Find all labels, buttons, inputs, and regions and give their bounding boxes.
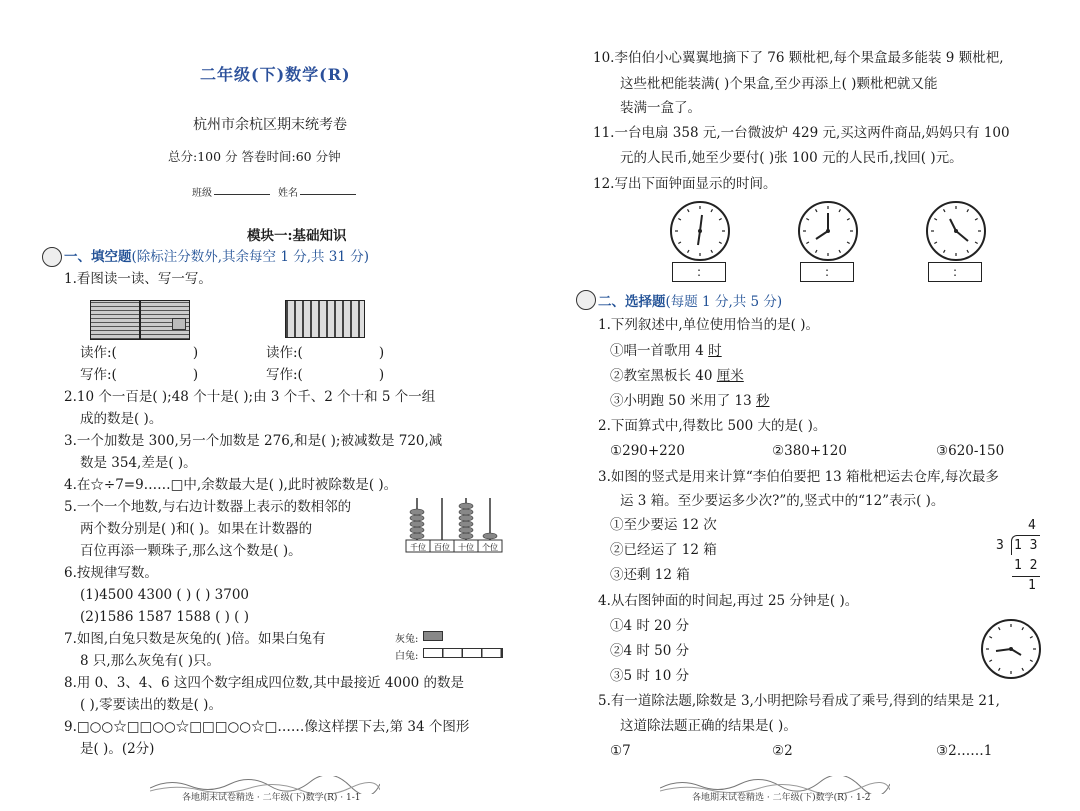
white-rabbit-label: 白兔:	[395, 651, 419, 662]
clock-tick	[806, 219, 809, 221]
long-division-image	[992, 518, 1042, 598]
clock-1-answer-box[interactable]: :	[672, 262, 726, 282]
division-dividend: 1 3	[1014, 538, 1038, 553]
question-2-line2: 成的数是( )。	[80, 411, 163, 427]
q1-write-2: 写作:( )	[266, 367, 385, 383]
clock-tick	[944, 250, 946, 253]
choice-4: 4.从右图钟面的时间起,再过 25 分钟是( )。	[598, 593, 859, 609]
clock-tick	[1022, 668, 1024, 671]
q1-write-1: 写作:( )	[80, 367, 199, 383]
clock-tick	[989, 637, 992, 639]
question-10-line1: 10.李伯伯小心翼翼地摘下了 76 颗枇杷,每个果盒最多能装 9 颗枇杷,	[593, 50, 1004, 66]
right-footer: 各地期末试卷精选 · 二年级(下)数学(R) · 1-2	[692, 793, 871, 803]
division-divisor: 3	[996, 538, 1004, 553]
section2-note: (每题 1 分,共 5 分)	[665, 294, 783, 310]
clock-tick	[1030, 660, 1033, 662]
section1-heading	[64, 245, 369, 265]
question-1: 1.看图读一读、写一写。	[64, 271, 212, 287]
division-remainder: 1	[1028, 578, 1036, 593]
clock-tick	[711, 250, 713, 253]
counter-label: 百位	[434, 543, 450, 552]
choice-5-line1: 5.有一道除法题,除数是 3,小明把除号看成了乘号,得到的结果是 21,	[598, 693, 1000, 709]
clock-tick	[719, 242, 722, 244]
question-8-line1: 8.用 0、3、4、6 这四个数字组成四位数,其中最接近 4000 的数是	[64, 675, 465, 691]
question-5-line1: 5.一个一个地数,与右边计数器上表示的数相邻的	[64, 499, 352, 515]
pencil-badge-icon	[42, 247, 62, 267]
division-rule	[1012, 576, 1040, 577]
choice-2-b: ②380+120	[772, 443, 847, 459]
clock-tick	[934, 242, 937, 244]
abacus-image	[285, 300, 365, 338]
question-10-line2: 这些枇杷能装满( )个果盒,至少再添上( )颗枇杷就又能	[620, 76, 938, 92]
name-label: 姓名	[278, 188, 298, 199]
paper-title: 二年级(下)数学(R)	[200, 65, 351, 84]
clock-tick	[847, 242, 850, 244]
choice-1-b: ②教室黑板长 40 厘米	[610, 368, 744, 384]
clock-tick	[711, 209, 713, 212]
choice-4-c: ③5 时 10 分	[610, 668, 690, 684]
question-12: 12.写出下面钟面显示的时间。	[593, 176, 777, 192]
question-7-line1: 7.如图,白兔只数是灰兔的( )倍。如果白兔有	[64, 631, 326, 647]
right-page	[540, 0, 1080, 811]
clock-tick	[934, 219, 937, 221]
choice-5-a: ①7	[610, 743, 631, 759]
counter-label: 千位	[410, 543, 426, 552]
clock-3-answer-box[interactable]: :	[928, 262, 982, 282]
unit-cubes-image	[172, 318, 186, 330]
clock-tick	[975, 242, 978, 244]
choice-4-b: ②4 时 50 分	[610, 643, 690, 659]
question-9-line1: 9.□○○☆□□○○☆□□□○○☆□……像这样摆下去,第 34 个图形	[64, 719, 470, 735]
clock-tick	[1022, 627, 1024, 630]
question-6-2: (2)1586 1587 1588 ( ) ( )	[80, 609, 250, 625]
paper-subtitle: 杭州市余杭区期末统考卷	[193, 117, 347, 133]
clock-tick	[999, 627, 1001, 630]
section1-title: 一、填空题	[64, 249, 132, 265]
clock-tick	[688, 209, 690, 212]
choice-5-b: ②2	[772, 743, 793, 759]
clock-tick	[1030, 637, 1033, 639]
division-quotient: 4	[1028, 518, 1036, 533]
clock-tick	[816, 250, 818, 253]
clock-3	[926, 201, 986, 261]
clock-tick	[944, 209, 946, 212]
choice-1: 1.下列叙述中,单位使用恰当的是( )。	[598, 317, 819, 333]
clock-tick	[806, 242, 809, 244]
counter-label: 个位	[482, 543, 498, 552]
question-3-line2: 数是 354,差是( )。	[80, 455, 197, 471]
clock-2-answer-box[interactable]: :	[800, 262, 854, 282]
clock-tick	[816, 209, 818, 212]
choice-4-a: ①4 时 20 分	[610, 618, 690, 634]
section2-heading	[598, 290, 782, 310]
choice-2-c: ③620-150	[936, 443, 1005, 459]
hundred-cubes-image	[90, 300, 140, 340]
choice-3-b: ②已经运了 12 箱	[610, 542, 717, 558]
clock-tick	[688, 250, 690, 253]
question-11-line2: 元的人民币,她至少要付( )张 100 元的人民币,找回( )元。	[620, 150, 963, 166]
choice-2-a: ①290+220	[610, 443, 685, 459]
choice-5-line2: 这道除法题正确的结果是( )。	[620, 718, 797, 734]
question-9-line2: 是( )。(2分)	[80, 741, 155, 757]
choice-3-c: ③还剩 12 箱	[610, 567, 690, 583]
choice-1-c: ③小明跑 50 米用了 13 秒	[610, 393, 770, 409]
gray-rabbit-bar	[423, 631, 443, 641]
question-11-line1: 11.一台电扇 358 元,一台微波炉 429 元,买这两件商品,妈妈只有 100	[593, 125, 1010, 141]
clock-tick	[678, 242, 681, 244]
clock-tick	[999, 668, 1001, 671]
question-6-1: (1)4500 4300 ( ) ( ) 3700	[80, 587, 250, 603]
clock-tick	[719, 219, 722, 221]
white-rabbit-bar	[423, 648, 503, 658]
left-footer: 各地期末试卷精选 · 二年级(下)数学(R) · 1-1	[182, 793, 361, 803]
section2-title: 二、选择题	[598, 294, 666, 310]
counter-image	[405, 496, 503, 554]
clock-2	[798, 201, 858, 261]
question-2-line1: 2.10 个一百是( );48 个十是( );由 3 个千、2 个十和 5 个一组	[64, 389, 436, 405]
choice-5-c: ③2……1	[936, 743, 993, 759]
gray-rabbit-label: 灰兔:	[395, 634, 419, 645]
question-8-line2: ( ),零要读出的数是( )。	[80, 697, 222, 713]
question-3-line1: 3.一个加数是 300,另一个加数是 276,和是( );被减数是 720,减	[64, 433, 443, 449]
clock-tick	[967, 209, 969, 212]
module-heading: 模块一:基础知识	[247, 228, 347, 244]
question-4: 4.在☆÷7=9……□中,余数最大是( ),此时被除数是( )。	[64, 477, 398, 493]
question-5-line3: 百位再添一颗珠子,那么这个数是( )。	[80, 543, 302, 559]
clock-tick	[847, 219, 850, 221]
question-5-line2: 两个数分别是( )和( )。如果在计数器的	[80, 521, 313, 537]
choice-1-a: ①唱一首歌用 4 时	[610, 343, 722, 359]
paper-meta: 总分:100 分 答卷时间:60 分钟	[168, 149, 341, 164]
clock-tick	[678, 219, 681, 221]
class-blank[interactable]	[214, 194, 270, 195]
question-10-line3: 装满一盒了。	[620, 100, 701, 116]
choice-3-line1: 3.如图的竖式是用来计算“李伯伯要把 13 箱枇杷运去仓库,每次最多	[598, 469, 999, 485]
choice-4-clock	[981, 619, 1041, 679]
question-6: 6.按规律写数。	[64, 565, 158, 581]
counter-label: 十位	[458, 543, 474, 552]
clock-tick	[967, 250, 969, 253]
clock-tick	[839, 250, 841, 253]
q1-read-1: 读作:( )	[80, 345, 199, 361]
clock-1	[670, 201, 730, 261]
section1-note: (除标注分数外,其余每空 1 分,共 31 分)	[131, 249, 370, 265]
clock-tick	[975, 219, 978, 221]
q1-read-2: 读作:( )	[266, 345, 385, 361]
clock-tick	[839, 209, 841, 212]
clock-tick	[989, 660, 992, 662]
question-7-line2: 8 只,那么灰兔有( )只。	[80, 653, 220, 669]
name-blank[interactable]	[300, 194, 356, 195]
pencil-badge-icon	[576, 290, 596, 310]
choice-2: 2.下面算式中,得数比 500 大的是( )。	[598, 418, 827, 434]
division-product: 1 2	[1014, 558, 1038, 573]
choice-3-a: ①至少要运 12 次	[610, 517, 717, 533]
choice-3-line2: 运 3 箱。至少要运多少次?”的,竖式中的“12”表示( )。	[620, 493, 945, 509]
class-label: 班级	[192, 188, 212, 199]
